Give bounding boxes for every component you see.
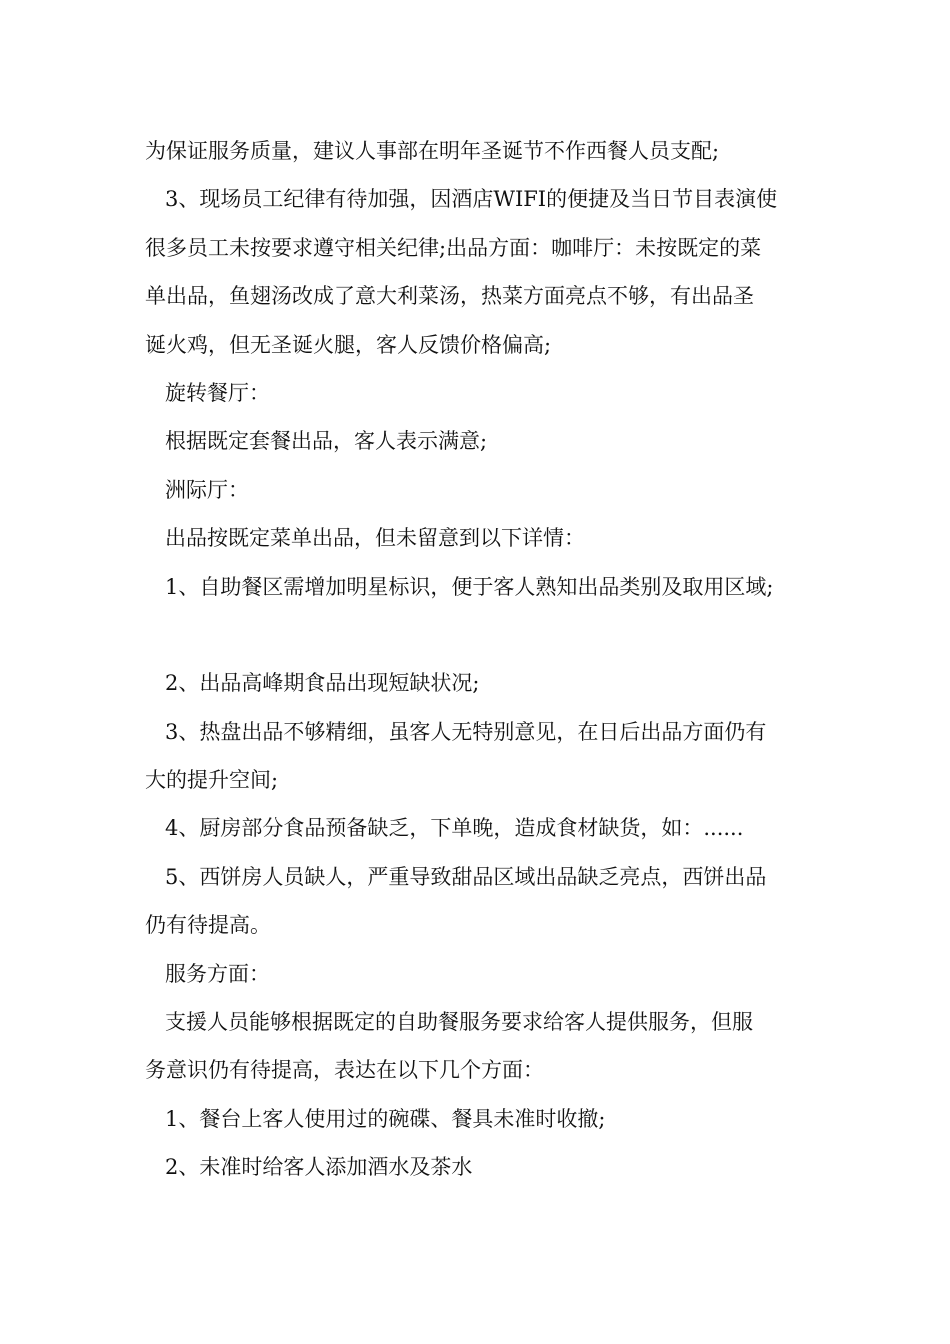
blank-line [145, 611, 815, 659]
text-line: 仍有待提高。 [145, 913, 271, 938]
text-line: 出品按既定菜单出品，但未留意到以下详情： [165, 526, 585, 551]
list-item: 2、出品高峰期食品出现短缺状况; [165, 671, 480, 696]
text-line: 根据既定套餐出品，客人表示满意; [165, 429, 488, 454]
text-line: 单出品，鱼翅汤改成了意大利菜汤，热菜方面亮点不够，有出品圣 [145, 284, 754, 309]
text-line: 很多员工未按要求遵守相关纪律;出品方面：咖啡厅：未按既定的菜 [145, 235, 762, 260]
text-line: 3、现场员工纪律有待加强，因酒店WIFI的便捷及当日节目表演使 [165, 187, 778, 212]
list-item: 4、厨房部分食品预备缺乏，下单晚，造成食材缺货，如：...... [165, 816, 744, 841]
section-heading: 旋转餐厅： [165, 380, 270, 405]
text-line: 支援人员能够根据既定的自助餐服务要求给客人提供服务，但服 [165, 1010, 753, 1035]
text-line: 大的提升空间; [145, 768, 279, 793]
list-item: 2、未准时给客人添加酒水及茶水 [165, 1155, 473, 1180]
list-item: 3、热盘出品不够精细，虽客人无特别意见，在日后出品方面仍有 [165, 719, 767, 744]
text-line: 诞火鸡，但无圣诞火腿，客人反馈价格偏高; [145, 332, 552, 357]
section-heading: 洲际厅： [165, 477, 249, 502]
text-line: 务意识仍有待提高，表达在以下几个方面： [145, 1058, 544, 1083]
text-line: 为保证服务质量，建议人事部在明年圣诞节不作西餐人员支配; [145, 139, 720, 163]
section-heading: 服务方面： [165, 961, 270, 986]
list-item: 5、西饼房人员缺人，严重导致甜品区域出品缺乏亮点，西饼出品 [165, 864, 767, 889]
list-item: 1、自助餐区需增加明星标识，便于客人熟知出品类别及取用区域; [165, 574, 774, 599]
document-body [145, 127, 815, 1192]
list-item: 1、餐台上客人使用过的碗碟、餐具未准时收撤; [165, 1106, 606, 1131]
